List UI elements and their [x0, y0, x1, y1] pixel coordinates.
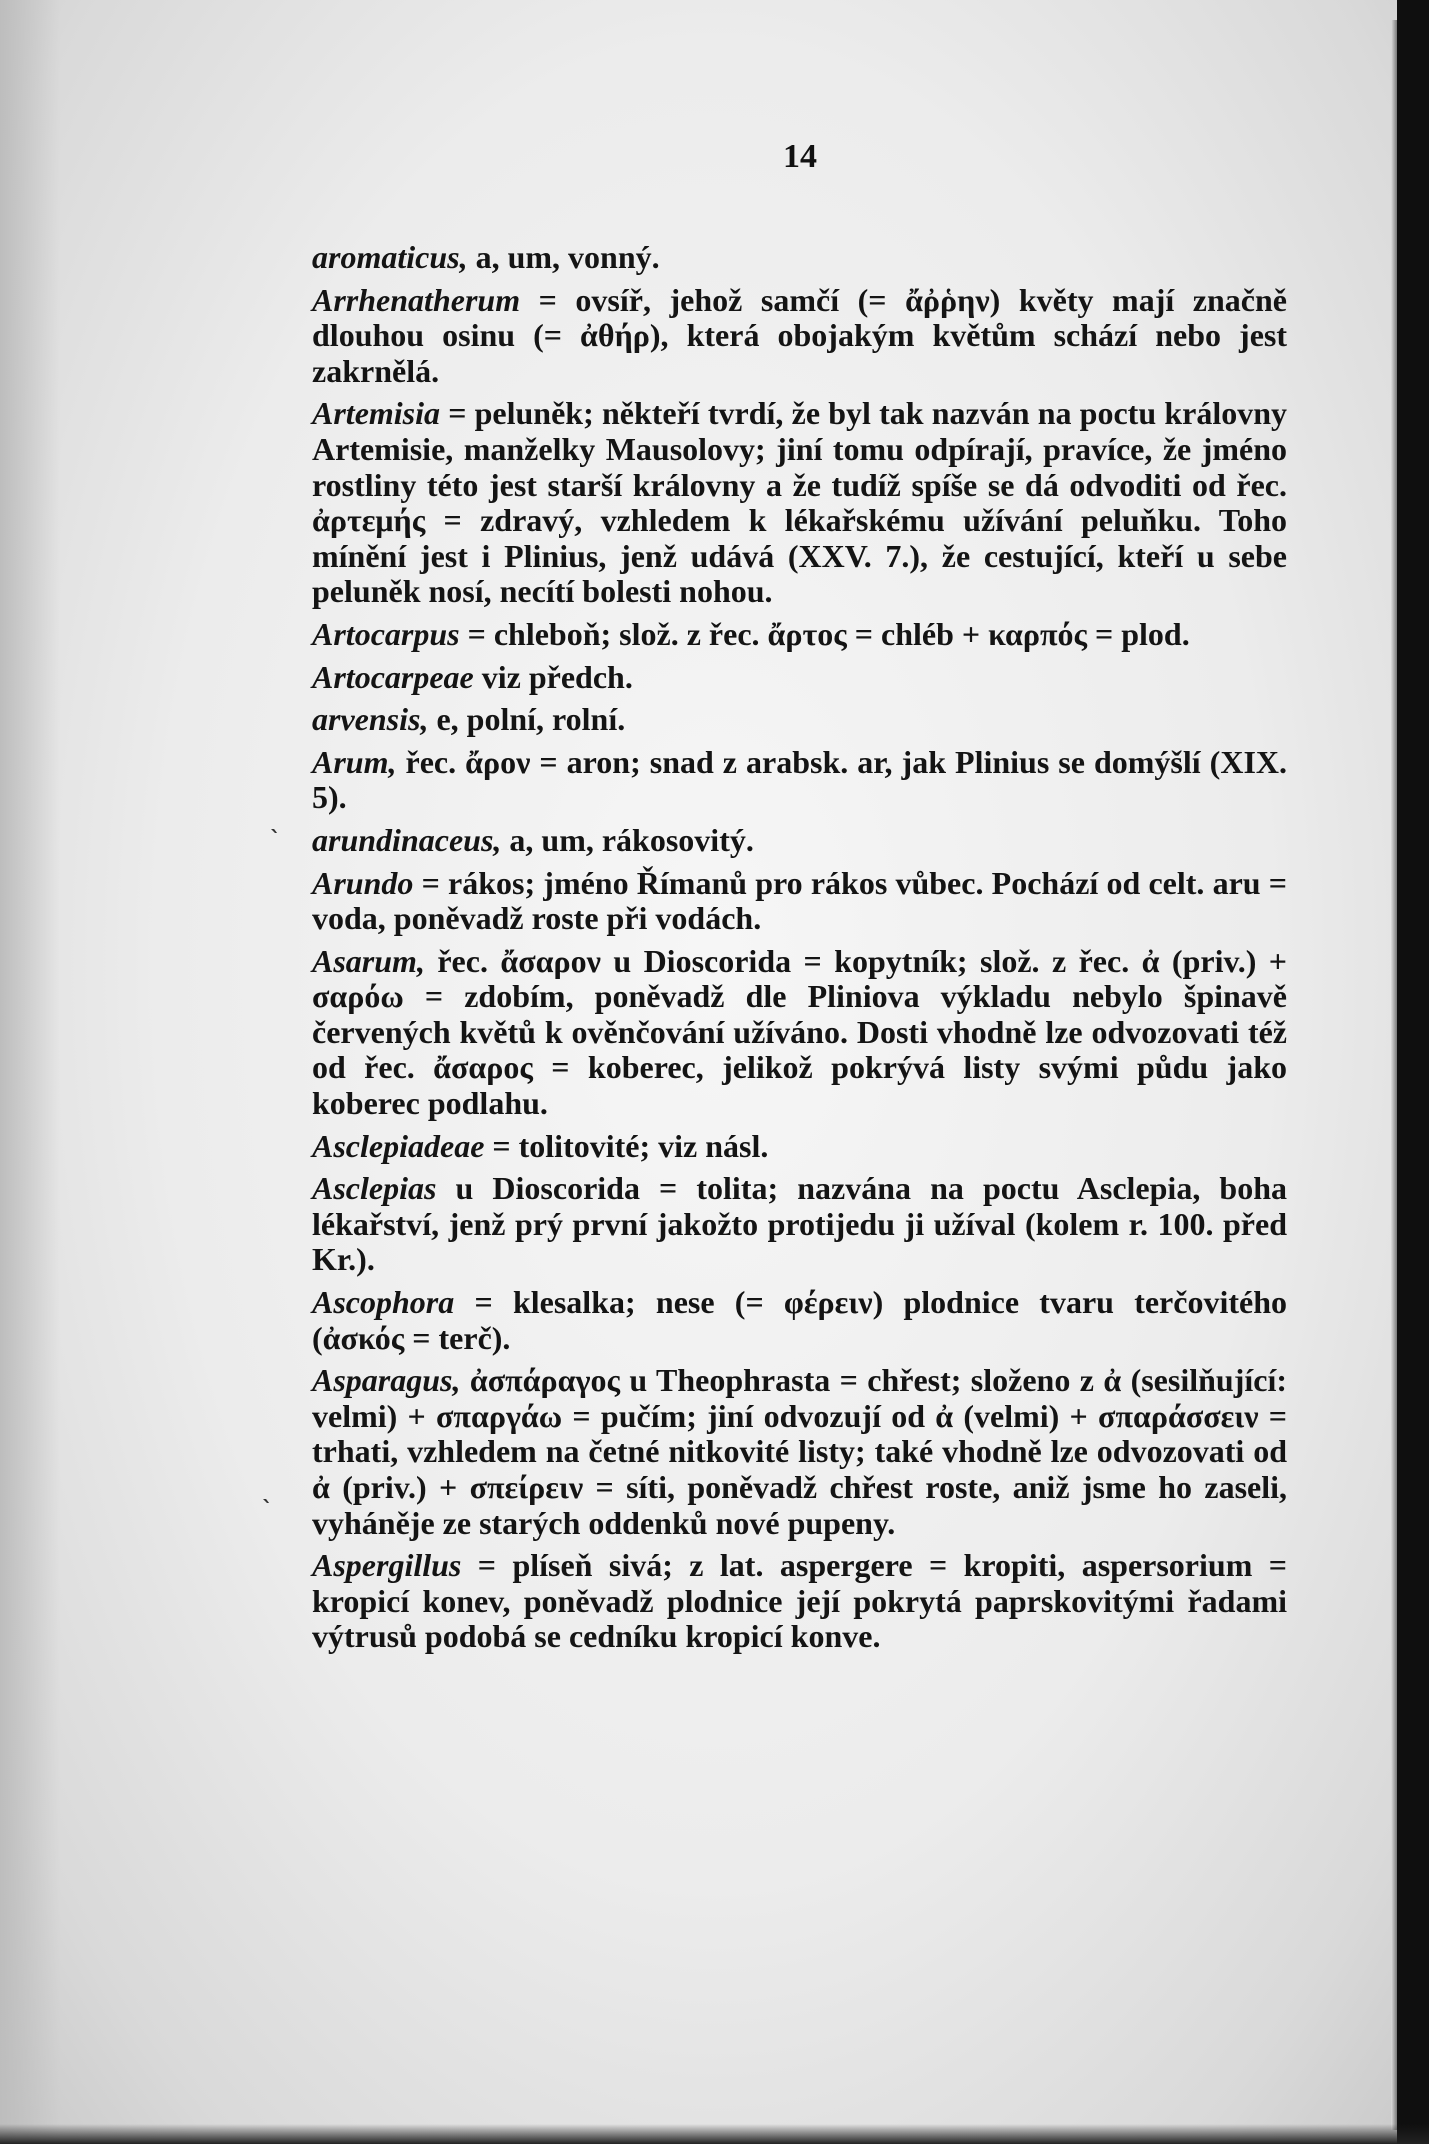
page-edge-shadow [1391, 20, 1397, 2130]
margin-tick-mark: ˋ [262, 1498, 273, 1523]
entry-head: Ascophora [312, 1284, 455, 1321]
entry-asclepiadeae [312, 1129, 1287, 1165]
entry-head: Arrhenatherum [312, 281, 521, 318]
entry-head: arvensis, [312, 701, 429, 738]
entry-arvensis [312, 702, 1287, 738]
entry-head: Arundo [312, 864, 414, 901]
entry-head: Asparagus, [312, 1362, 461, 1399]
entry-body: a, um, rákosovitý. [501, 821, 754, 858]
entry-head: aromaticus, [312, 239, 468, 275]
entry-asparagus [312, 1363, 1287, 1541]
entry-head: Artocarpeae [312, 658, 474, 695]
page-bottom-shadow [0, 2124, 1429, 2144]
entry-body: = chleboň; slož. z řec. ἄρτος = chléb + καρπός = plod. [459, 615, 1190, 652]
margin-tick-mark: ˋ [270, 828, 281, 853]
entry-arum [312, 745, 1287, 816]
entry-head: Asarum, [312, 942, 425, 979]
entry-head: Artocarpus [312, 615, 460, 652]
entry-aromaticus [312, 240, 1287, 276]
entry-body: = klesalka; nese (= φέρειν) plodnice tvaru terčovitého (ἀσκός = terč). [312, 1284, 1287, 1356]
entry-artocarpus [312, 617, 1287, 653]
entry-ascophora [312, 1285, 1287, 1356]
entry-head: Asclepiadeae [312, 1127, 485, 1164]
dictionary-text [312, 240, 1287, 1662]
entry-artemisia [312, 396, 1287, 610]
entry-asarum [312, 944, 1287, 1122]
entry-body: viz předch. [473, 658, 633, 695]
entry-arundo [312, 866, 1287, 937]
entry-body: řec. ἄσαρον u Dioscorida = kopytník; slož. z řec. ἀ (priv.) + σαρόω = zdobím, poněvadž dle Pliniova výkladu nebylo špinavě červených květů k ověnčování užíváno. Dosti vhodně lze odvozovati též od řec. ἄσαρος = koberec, jelikož pokrývá listy svými půdu jako koberec podlahu. [312, 942, 1287, 1122]
entry-arrhenatherum [312, 283, 1287, 390]
entry-body: = peluněk; někteří tvrdí, že byl tak nazván na poctu královny Artemisie, manželky Mausolovy; jiní tomu odpírají, pravíce, že jméno rostliny této jest starší královny a že tudíž spíše se dá odvoditi od řec. ἀρτεμής = zdravý, vzhledem k lékařskému užívání peluňku. Toho mínění jest i Plinius, jenž udává (XXV. 7.), že cestující, kteří u sebe peluněk nosí, necítí bolesti nohou. [312, 395, 1287, 610]
entry-head: Aspergillus [312, 1547, 462, 1584]
entry-body: u Dioscorida = tolita; nazvána na poctu Asclepia, boha lékařství, jenž prý první jakožto protijedu ji užíval (kolem r. 100. před Kr.). [312, 1170, 1287, 1278]
entry-body: a, um, vonný. [467, 239, 660, 275]
entry-body: ἀσπάραγος u Theophrasta = chřest; složeno z ἀ (sesilňující: velmi) + σπαργάω = pučím; jiní odvozují od ἀ (velmi) + σπαράσσειν = trhati, vzhledem na četné nitkovité listy; také vhodně lze odvozovati od ἀ (priv.) + σπείρειν = síti, poněvadž chřest roste, aniž jsme ho zaseli, vyháněje ze starých oddenků nové pupeny. [312, 1362, 1287, 1541]
entry-body: = plíseň sivá; z lat. aspergere = kropiti, aspersorium = kropicí konev, poněvadž plodnice její pokrytá paprskovitými řadami výtrusů podobá se cedníku kropicí konve. [312, 1547, 1287, 1655]
entry-head: Artemisia [312, 395, 441, 432]
entry-body: = ovsíř, jehož samčí (= ἄῤῥην) květy mají značně dlouhou osinu (= ἀθήρ), která obojakým květům schází nebo jest zakrnělá. [312, 281, 1287, 389]
entry-head: Asclepias [312, 1170, 437, 1207]
entry-body: řec. ἄρον = aron; snad z arabsk. ar, jak Plinius se domýšlí (XIX. 5). [312, 743, 1287, 816]
page-binding-edge [1397, 0, 1429, 2144]
entry-body: e, polní, rolní. [428, 701, 626, 738]
entry-arundinaceus [312, 823, 1287, 859]
page-number: 14 [783, 138, 817, 175]
entry-artocarpeae [312, 660, 1287, 696]
entry-head: Arum, [312, 743, 397, 780]
entry-body: = rákos; jméno Římanů pro rákos vůbec. Pochází od celt. aru = voda, poněvadž roste při vodách. [312, 864, 1287, 937]
entry-body: = tolitovité; viz násl. [484, 1127, 769, 1164]
entry-head: arundinaceus, [312, 821, 502, 858]
entry-aspergillus [312, 1548, 1287, 1655]
entry-asclepias [312, 1171, 1287, 1278]
